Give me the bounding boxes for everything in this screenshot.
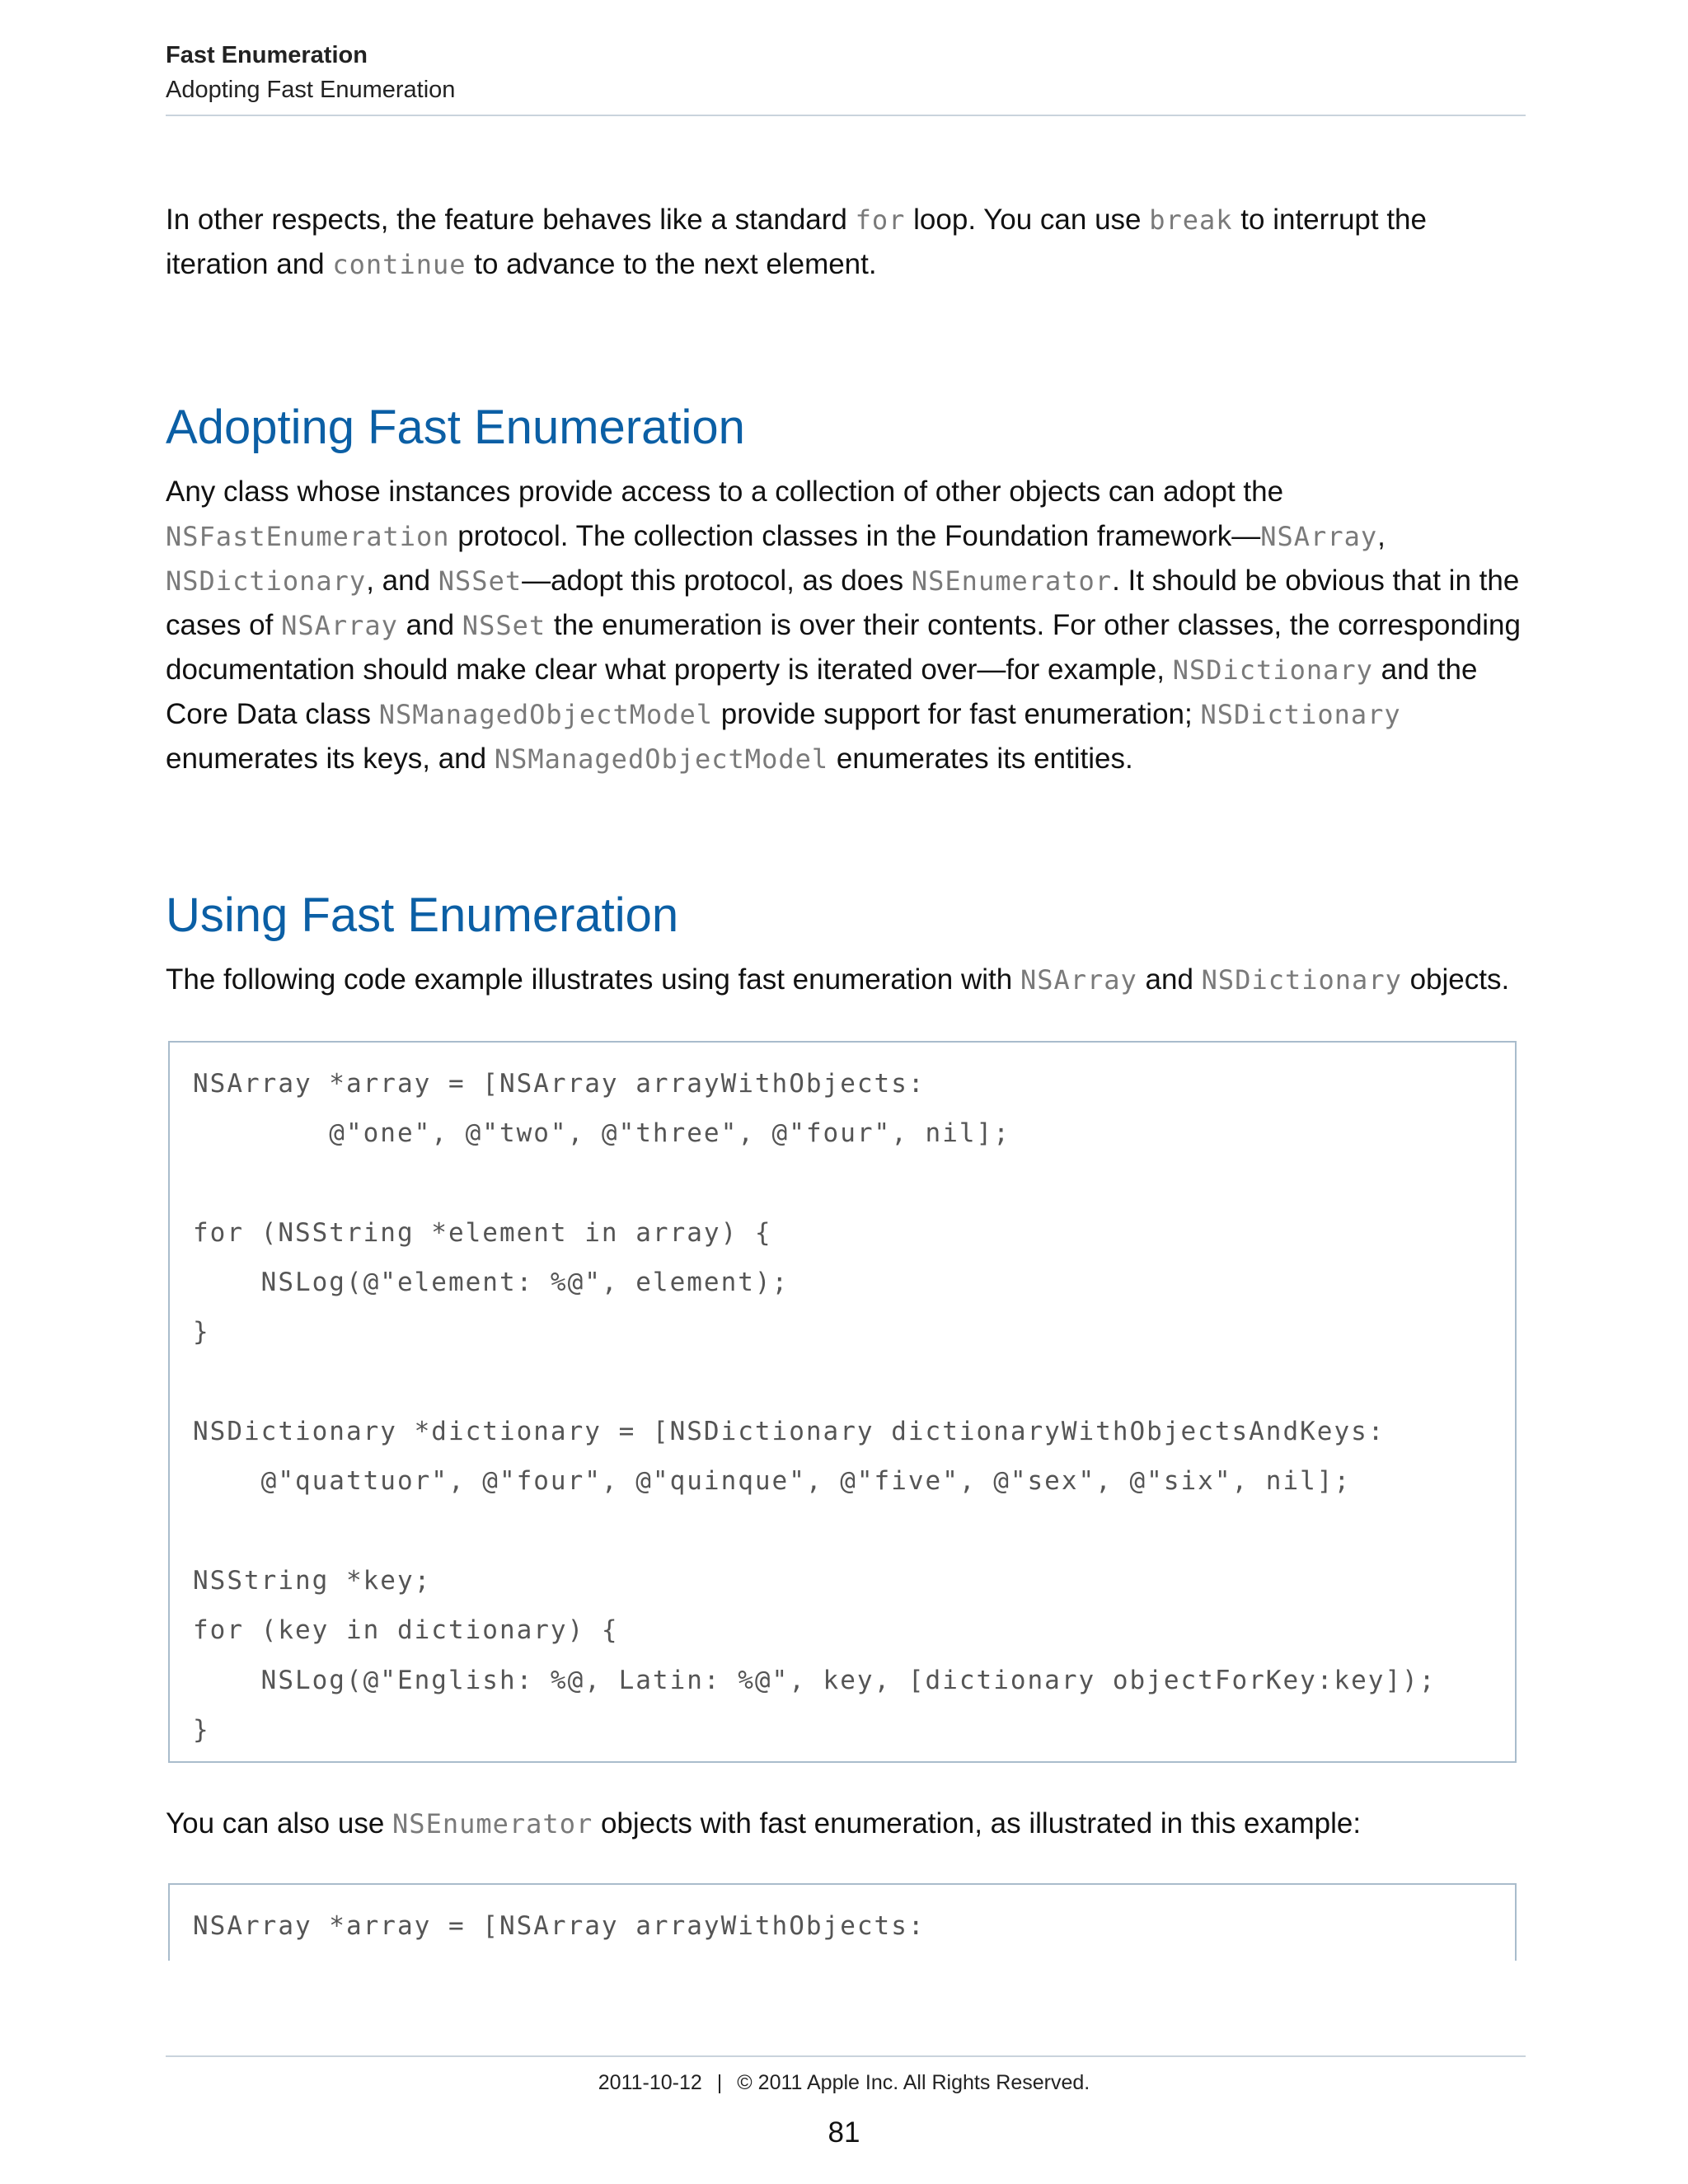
inline-code: for	[855, 204, 906, 236]
text-run: —adopt this protocol, as does	[522, 565, 912, 597]
text-run: protocol. The collection classes in the Foundation framework—	[449, 520, 1261, 552]
code-line: NSArray *array = [NSArray arrayWithObjects:	[193, 1911, 926, 1941]
section-heading-using: Using Fast Enumeration	[166, 888, 679, 942]
header-chapter-title: Fast Enumeration	[166, 42, 368, 68]
inline-code: NSFastEnumeration	[166, 521, 450, 552]
inline-code: NSEnumerator	[392, 1808, 593, 1840]
text-run: In other respects, the feature behaves like a standard	[166, 204, 856, 236]
code-line: for (NSString *element in array) {	[193, 1217, 772, 1248]
footer-date: 2011-10-12	[598, 2071, 702, 2094]
footer-separator: |	[716, 2071, 723, 2094]
inline-code: continue	[332, 249, 467, 280]
code-line: NSString *key;	[193, 1565, 432, 1596]
inline-code: NSDictionary	[1172, 654, 1373, 686]
text-run: to advance to the next element.	[466, 248, 877, 280]
running-header	[166, 41, 1526, 104]
code-listing-2	[168, 1883, 1517, 1961]
text-run: . It should be obvious that in the cases of	[166, 565, 1520, 641]
code-line: NSLog(@"English: %@, Latin: %@", key, [dictionary objectForKey:key]);	[193, 1665, 1437, 1695]
using-intro-paragraph	[166, 958, 1526, 1002]
text-run: objects with fast enumeration, as illustrated in this example:	[593, 1807, 1362, 1840]
code-line	[193, 1357, 1515, 1407]
inline-code: NSDictionary	[166, 565, 367, 597]
text-run: to interrupt the iteration and	[166, 204, 1427, 280]
text-run: loop. You can use	[905, 204, 1150, 236]
text-run: ,	[1377, 520, 1386, 552]
code-line: NSArray *array = [NSArray arrayWithObjects:	[193, 1069, 926, 1099]
section-heading-adopting: Adopting Fast Enumeration	[166, 401, 745, 454]
text-run: , and	[366, 565, 438, 597]
inline-code: NSArray	[281, 610, 398, 641]
code-line: }	[193, 1714, 210, 1745]
page-number: 81	[828, 2116, 860, 2149]
code-line: for (key in dictionary) {	[193, 1615, 619, 1646]
text-run: and	[1137, 963, 1202, 996]
code-line: NSDictionary *dictionary = [NSDictionary dictionaryWithObjectsAndKeys:	[193, 1417, 1386, 1447]
code-line	[193, 1507, 1515, 1556]
footer-divider	[166, 2055, 1526, 2057]
inline-code: NSDictionary	[1200, 699, 1401, 730]
inline-code: NSSet	[438, 565, 523, 597]
text-run: You can also use	[166, 1807, 393, 1840]
footer	[0, 2070, 1688, 2095]
adopting-paragraph	[166, 470, 1526, 781]
header-section-title: Adopting Fast Enumeration	[166, 77, 456, 103]
inline-code: NSManagedObjectModel	[494, 743, 829, 775]
code-line	[193, 1159, 1515, 1208]
code-listing-1	[168, 1041, 1517, 1763]
text-run: The following code example illustrates using fast enumeration with	[166, 963, 1020, 996]
inline-code: NSArray	[1020, 964, 1137, 996]
text-run: objects.	[1401, 963, 1510, 996]
code-line: @"quattuor", @"four", @"quinque", @"five", @"sex", @"six", nil];	[193, 1466, 1352, 1497]
inline-code: NSManagedObjectModel	[378, 699, 714, 730]
text-run: and	[397, 609, 462, 641]
header-divider	[166, 115, 1526, 116]
text-run: and the Core Data class	[166, 654, 1478, 730]
text-run: Any class whose instances provide access to a collection of other objects can adopt the	[166, 476, 1284, 508]
enumerator-paragraph	[166, 1802, 1526, 1846]
text-run: enumerates its keys, and	[166, 743, 495, 775]
code-line: }	[193, 1317, 210, 1347]
intro-paragraph	[166, 198, 1526, 287]
code-line: NSLog(@"element: %@", element);	[193, 1268, 790, 1298]
text-run: the enumeration is over their contents. For other classes, the corresponding documentation should make clear what property is iterated over—for example,	[166, 609, 1521, 686]
inline-code: NSDictionary	[1201, 964, 1402, 996]
inline-code: break	[1149, 204, 1233, 236]
text-run: provide support for fast enumeration;	[713, 698, 1201, 730]
text-run: enumerates its entities.	[828, 743, 1133, 775]
inline-code: NSEnumerator	[911, 565, 1113, 597]
inline-code: NSSet	[462, 610, 546, 641]
code-line: @"one", @"two", @"three", @"four", nil];	[193, 1118, 1010, 1149]
footer-copyright: © 2011 Apple Inc. All Rights Reserved.	[737, 2071, 1090, 2094]
inline-code: NSArray	[1260, 521, 1378, 552]
